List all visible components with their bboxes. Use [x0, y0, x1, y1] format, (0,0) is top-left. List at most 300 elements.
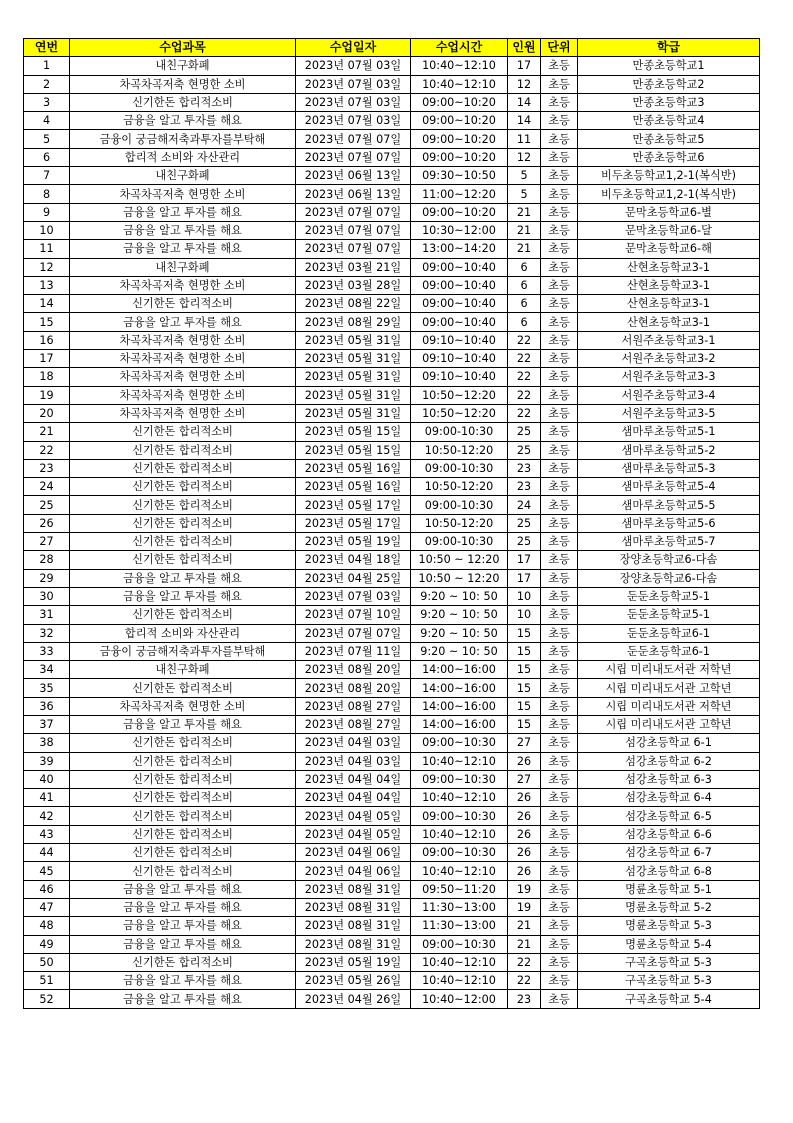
cell-class: 섬강초등학교 6-7 [578, 844, 760, 862]
cell-level: 초등 [541, 423, 578, 441]
cell-subject: 신기한돈 합리적소비 [70, 533, 296, 551]
cell-time: 14:00~16:00 [411, 661, 508, 679]
cell-subject: 금융을 알고 투자를 해요 [70, 972, 296, 990]
table-row [24, 404, 760, 422]
cell-level: 초등 [541, 715, 578, 733]
cell-time: 10:30~12:00 [411, 221, 508, 239]
cell-class: 샘마루초등학교5-3 [578, 459, 760, 477]
cell-count: 26 [508, 789, 541, 807]
cell-subject: 신기한돈 합리적소비 [70, 459, 296, 477]
cell-class: 섬강초등학교 6-3 [578, 770, 760, 788]
cell-time: 10:50~12:20 [411, 404, 508, 422]
cell-count: 10 [508, 606, 541, 624]
cell-time: 10:40~12:10 [411, 953, 508, 971]
cell-date: 2023년 05월 15일 [296, 441, 411, 459]
cell-no: 32 [24, 624, 70, 642]
cell-level: 초등 [541, 752, 578, 770]
cell-date: 2023년 04월 18일 [296, 551, 411, 569]
cell-time: 10:40~12:00 [411, 990, 508, 1008]
cell-class: 산현초등학교3-1 [578, 295, 760, 313]
cell-count: 15 [508, 642, 541, 660]
cell-class: 둔둔초등학교6-1 [578, 624, 760, 642]
cell-count: 25 [508, 533, 541, 551]
cell-date: 2023년 04월 03일 [296, 734, 411, 752]
cell-class: 둔둔초등학교6-1 [578, 642, 760, 660]
cell-no: 51 [24, 972, 70, 990]
cell-time: 09:10~10:40 [411, 350, 508, 368]
cell-subject: 금융이 궁금해저축과투자를부탁해 [70, 642, 296, 660]
cell-level: 초등 [541, 258, 578, 276]
cell-class: 문막초등학교6-달 [578, 221, 760, 239]
cell-count: 6 [508, 276, 541, 294]
cell-count: 27 [508, 734, 541, 752]
cell-count: 25 [508, 441, 541, 459]
cell-level: 초등 [541, 130, 578, 148]
table-row [24, 350, 760, 368]
cell-time: 10:50-12:20 [411, 514, 508, 532]
cell-no: 9 [24, 203, 70, 221]
table-row [24, 441, 760, 459]
cell-no: 25 [24, 496, 70, 514]
header-row [24, 39, 760, 57]
table-row [24, 642, 760, 660]
cell-subject: 신기한돈 합리적소비 [70, 825, 296, 843]
cell-level: 초등 [541, 240, 578, 258]
cell-level: 초등 [541, 807, 578, 825]
cell-subject: 신기한돈 합리적소비 [70, 752, 296, 770]
cell-count: 21 [508, 917, 541, 935]
cell-time: 11:00~12:20 [411, 185, 508, 203]
table-row [24, 295, 760, 313]
cell-time: 09:00~10:20 [411, 148, 508, 166]
cell-time: 14:00~16:00 [411, 679, 508, 697]
cell-class: 서원주초등학교3-1 [578, 331, 760, 349]
cell-level: 초등 [541, 514, 578, 532]
cell-date: 2023년 04월 05일 [296, 807, 411, 825]
cell-class: 시립 미리내도서관 저학년 [578, 661, 760, 679]
cell-no: 42 [24, 807, 70, 825]
cell-no: 39 [24, 752, 70, 770]
table-row [24, 752, 760, 770]
cell-subject: 금융을 알고 투자를 해요 [70, 569, 296, 587]
cell-count: 12 [508, 75, 541, 93]
cell-no: 26 [24, 514, 70, 532]
cell-class: 산현초등학교3-1 [578, 258, 760, 276]
cell-no: 47 [24, 898, 70, 916]
table-row [24, 221, 760, 239]
table-header [24, 39, 760, 57]
cell-level: 초등 [541, 734, 578, 752]
cell-no: 15 [24, 313, 70, 331]
cell-count: 10 [508, 587, 541, 605]
cell-count: 14 [508, 112, 541, 130]
cell-count: 25 [508, 423, 541, 441]
cell-subject: 금융을 알고 투자를 해요 [70, 898, 296, 916]
cell-level: 초등 [541, 368, 578, 386]
cell-no: 4 [24, 112, 70, 130]
cell-date: 2023년 03월 21일 [296, 258, 411, 276]
cell-class: 명륜초등학교 5-2 [578, 898, 760, 916]
cell-class: 샘마루초등학교5-7 [578, 533, 760, 551]
table-row [24, 880, 760, 898]
header-level: 단위 [541, 39, 578, 57]
cell-class: 섬강초등학교 6-1 [578, 734, 760, 752]
cell-date: 2023년 04월 03일 [296, 752, 411, 770]
table-row [24, 697, 760, 715]
cell-subject: 신기한돈 합리적소비 [70, 953, 296, 971]
cell-level: 초등 [541, 459, 578, 477]
cell-no: 5 [24, 130, 70, 148]
cell-no: 46 [24, 880, 70, 898]
table-row [24, 770, 760, 788]
cell-class: 만종초등학교6 [578, 148, 760, 166]
cell-no: 49 [24, 935, 70, 953]
cell-count: 26 [508, 752, 541, 770]
cell-count: 26 [508, 862, 541, 880]
cell-count: 15 [508, 679, 541, 697]
cell-subject: 신기한돈 합리적소비 [70, 441, 296, 459]
cell-level: 초등 [541, 624, 578, 642]
table-row [24, 587, 760, 605]
cell-subject: 차곡차곡저축 현명한 소비 [70, 386, 296, 404]
cell-class: 서원주초등학교3-3 [578, 368, 760, 386]
cell-no: 8 [24, 185, 70, 203]
cell-level: 초등 [541, 185, 578, 203]
cell-subject: 금융을 알고 투자를 해요 [70, 112, 296, 130]
cell-level: 초등 [541, 661, 578, 679]
cell-subject: 신기한돈 합리적소비 [70, 770, 296, 788]
cell-level: 초등 [541, 569, 578, 587]
cell-date: 2023년 08월 20일 [296, 679, 411, 697]
cell-time: 09:00~10:40 [411, 295, 508, 313]
cell-count: 17 [508, 57, 541, 75]
cell-date: 2023년 07월 03일 [296, 75, 411, 93]
cell-subject: 내친구화폐 [70, 661, 296, 679]
cell-level: 초등 [541, 93, 578, 111]
table-row [24, 789, 760, 807]
cell-class: 만종초등학교3 [578, 93, 760, 111]
table-row [24, 953, 760, 971]
cell-no: 18 [24, 368, 70, 386]
cell-date: 2023년 04월 26일 [296, 990, 411, 1008]
table-row [24, 386, 760, 404]
cell-class: 장양초등학교6-다솜 [578, 551, 760, 569]
cell-date: 2023년 05월 31일 [296, 331, 411, 349]
header-time: 수업시간 [411, 39, 508, 57]
cell-subject: 금융을 알고 투자를 해요 [70, 240, 296, 258]
cell-no: 7 [24, 167, 70, 185]
cell-subject: 금융을 알고 투자를 해요 [70, 880, 296, 898]
cell-level: 초등 [541, 953, 578, 971]
cell-level: 초등 [541, 898, 578, 916]
cell-count: 25 [508, 514, 541, 532]
cell-time: 10:50-12:20 [411, 478, 508, 496]
table-row [24, 93, 760, 111]
cell-time: 09:00-10:30 [411, 459, 508, 477]
cell-class: 구곡초등학교 5-4 [578, 990, 760, 1008]
cell-class: 시립 미리내도서관 고학년 [578, 679, 760, 697]
cell-date: 2023년 05월 16일 [296, 478, 411, 496]
cell-class: 만종초등학교5 [578, 130, 760, 148]
cell-date: 2023년 07월 07일 [296, 221, 411, 239]
cell-class: 둔둔초등학교5-1 [578, 606, 760, 624]
cell-date: 2023년 04월 05일 [296, 825, 411, 843]
cell-no: 52 [24, 990, 70, 1008]
cell-time: 9:20 ~ 10: 50 [411, 606, 508, 624]
table-row [24, 679, 760, 697]
cell-level: 초등 [541, 862, 578, 880]
cell-subject: 신기한돈 합리적소비 [70, 606, 296, 624]
cell-class: 명륜초등학교 5-4 [578, 935, 760, 953]
cell-no: 33 [24, 642, 70, 660]
cell-time: 09:00~10:30 [411, 734, 508, 752]
cell-subject: 신기한돈 합리적소비 [70, 496, 296, 514]
cell-level: 초등 [541, 551, 578, 569]
cell-date: 2023년 08월 31일 [296, 935, 411, 953]
cell-class: 구곡초등학교 5-3 [578, 953, 760, 971]
cell-level: 초등 [541, 533, 578, 551]
table-row [24, 862, 760, 880]
cell-date: 2023년 08월 20일 [296, 661, 411, 679]
cell-date: 2023년 03월 28일 [296, 276, 411, 294]
cell-count: 15 [508, 697, 541, 715]
cell-count: 22 [508, 368, 541, 386]
cell-count: 15 [508, 661, 541, 679]
cell-class: 샘마루초등학교5-5 [578, 496, 760, 514]
cell-count: 6 [508, 295, 541, 313]
cell-subject: 합리적 소비와 자산관리 [70, 624, 296, 642]
cell-date: 2023년 07월 03일 [296, 112, 411, 130]
cell-no: 19 [24, 386, 70, 404]
cell-level: 초등 [541, 112, 578, 130]
cell-no: 11 [24, 240, 70, 258]
cell-date: 2023년 08월 31일 [296, 917, 411, 935]
cell-count: 6 [508, 258, 541, 276]
cell-no: 40 [24, 770, 70, 788]
cell-time: 10:40~12:10 [411, 825, 508, 843]
cell-subject: 내친구화폐 [70, 167, 296, 185]
cell-subject: 금융을 알고 투자를 해요 [70, 917, 296, 935]
cell-date: 2023년 05월 15일 [296, 423, 411, 441]
table-row [24, 496, 760, 514]
cell-level: 초등 [541, 404, 578, 422]
cell-no: 21 [24, 423, 70, 441]
cell-subject: 금융을 알고 투자를 해요 [70, 313, 296, 331]
cell-time: 09:00~10:40 [411, 313, 508, 331]
cell-level: 초등 [541, 789, 578, 807]
cell-subject: 차곡차곡저축 현명한 소비 [70, 185, 296, 203]
cell-date: 2023년 08월 27일 [296, 715, 411, 733]
cell-level: 초등 [541, 587, 578, 605]
cell-no: 38 [24, 734, 70, 752]
cell-class: 샘마루초등학교5-4 [578, 478, 760, 496]
cell-count: 17 [508, 569, 541, 587]
cell-level: 초등 [541, 825, 578, 843]
cell-count: 22 [508, 386, 541, 404]
cell-level: 초등 [541, 880, 578, 898]
cell-class: 샘마루초등학교5-6 [578, 514, 760, 532]
cell-subject: 신기한돈 합리적소비 [70, 93, 296, 111]
table-row [24, 112, 760, 130]
cell-time: 9:20 ~ 10: 50 [411, 624, 508, 642]
cell-no: 20 [24, 404, 70, 422]
cell-time: 09:00~10:30 [411, 770, 508, 788]
cell-class: 섬강초등학교 6-8 [578, 862, 760, 880]
cell-class: 만종초등학교1 [578, 57, 760, 75]
cell-date: 2023년 07월 07일 [296, 130, 411, 148]
cell-no: 28 [24, 551, 70, 569]
cell-time: 09:00-10:30 [411, 423, 508, 441]
cell-count: 19 [508, 898, 541, 916]
cell-count: 12 [508, 148, 541, 166]
cell-level: 초등 [541, 496, 578, 514]
cell-no: 23 [24, 459, 70, 477]
cell-class: 만종초등학교4 [578, 112, 760, 130]
cell-date: 2023년 04월 06일 [296, 862, 411, 880]
cell-count: 22 [508, 350, 541, 368]
cell-no: 2 [24, 75, 70, 93]
table-row [24, 917, 760, 935]
cell-date: 2023년 06월 13일 [296, 167, 411, 185]
cell-count: 14 [508, 93, 541, 111]
cell-date: 2023년 08월 31일 [296, 898, 411, 916]
cell-class: 산현초등학교3-1 [578, 276, 760, 294]
cell-class: 문막초등학교6-별 [578, 203, 760, 221]
cell-date: 2023년 06월 13일 [296, 185, 411, 203]
table-row [24, 715, 760, 733]
cell-level: 초등 [541, 313, 578, 331]
cell-subject: 금융을 알고 투자를 해요 [70, 935, 296, 953]
cell-time: 09:00~10:30 [411, 935, 508, 953]
cell-subject: 차곡차곡저축 현명한 소비 [70, 350, 296, 368]
cell-level: 초등 [541, 221, 578, 239]
cell-subject: 신기한돈 합리적소비 [70, 295, 296, 313]
cell-time: 10:50 ~ 12:20 [411, 551, 508, 569]
cell-subject: 금융을 알고 투자를 해요 [70, 587, 296, 605]
cell-level: 초등 [541, 148, 578, 166]
cell-no: 37 [24, 715, 70, 733]
cell-no: 6 [24, 148, 70, 166]
table-row [24, 423, 760, 441]
cell-level: 초등 [541, 441, 578, 459]
cell-no: 27 [24, 533, 70, 551]
table-body [24, 57, 760, 1008]
cell-class: 명륜초등학교 5-1 [578, 880, 760, 898]
cell-subject: 금융이 궁금해저축과투자를부탁해 [70, 130, 296, 148]
table-row [24, 75, 760, 93]
cell-time: 09:00~10:20 [411, 203, 508, 221]
cell-no: 43 [24, 825, 70, 843]
table-row [24, 898, 760, 916]
cell-subject: 차곡차곡저축 현명한 소비 [70, 368, 296, 386]
table-row [24, 624, 760, 642]
cell-count: 26 [508, 807, 541, 825]
cell-level: 초등 [541, 935, 578, 953]
cell-subject: 차곡차곡저축 현명한 소비 [70, 697, 296, 715]
cell-time: 10:40~12:10 [411, 972, 508, 990]
cell-time: 09:30~10:50 [411, 167, 508, 185]
header-subject: 수업과목 [70, 39, 296, 57]
cell-subject: 차곡차곡저축 현명한 소비 [70, 404, 296, 422]
cell-time: 10:40~12:10 [411, 75, 508, 93]
cell-time: 14:00~16:00 [411, 697, 508, 715]
cell-date: 2023년 07월 03일 [296, 587, 411, 605]
cell-time: 09:00~10:20 [411, 112, 508, 130]
table-row [24, 148, 760, 166]
cell-level: 초등 [541, 642, 578, 660]
cell-time: 9:20 ~ 10: 50 [411, 587, 508, 605]
cell-count: 21 [508, 221, 541, 239]
cell-no: 31 [24, 606, 70, 624]
cell-time: 10:50~12:20 [411, 386, 508, 404]
cell-subject: 신기한돈 합리적소비 [70, 679, 296, 697]
cell-date: 2023년 05월 17일 [296, 514, 411, 532]
cell-count: 15 [508, 715, 541, 733]
cell-no: 3 [24, 93, 70, 111]
cell-subject: 신기한돈 합리적소비 [70, 844, 296, 862]
cell-subject: 신기한돈 합리적소비 [70, 862, 296, 880]
cell-no: 44 [24, 844, 70, 862]
cell-no: 35 [24, 679, 70, 697]
cell-time: 09:10~10:40 [411, 368, 508, 386]
table-row [24, 167, 760, 185]
cell-class: 둔둔초등학교5-1 [578, 587, 760, 605]
cell-level: 초등 [541, 167, 578, 185]
cell-level: 초등 [541, 295, 578, 313]
table-row [24, 185, 760, 203]
cell-subject: 내친구화폐 [70, 57, 296, 75]
cell-time: 14:00~16:00 [411, 715, 508, 733]
cell-class: 문막초등학교6-해 [578, 240, 760, 258]
table-row [24, 478, 760, 496]
cell-time: 09:00~10:20 [411, 130, 508, 148]
cell-no: 48 [24, 917, 70, 935]
cell-count: 21 [508, 935, 541, 953]
cell-class: 서원주초등학교3-4 [578, 386, 760, 404]
cell-no: 14 [24, 295, 70, 313]
cell-count: 27 [508, 770, 541, 788]
table-row [24, 240, 760, 258]
cell-count: 11 [508, 130, 541, 148]
cell-count: 15 [508, 624, 541, 642]
cell-class: 섬강초등학교 6-5 [578, 807, 760, 825]
table-row [24, 734, 760, 752]
cell-level: 초등 [541, 331, 578, 349]
cell-date: 2023년 04월 04일 [296, 770, 411, 788]
class-schedule-table [23, 38, 760, 1009]
cell-date: 2023년 04월 06일 [296, 844, 411, 862]
cell-count: 22 [508, 331, 541, 349]
cell-level: 초등 [541, 75, 578, 93]
cell-count: 23 [508, 459, 541, 477]
cell-count: 21 [508, 203, 541, 221]
cell-class: 비두초등학교1,2-1(복식반) [578, 185, 760, 203]
cell-no: 16 [24, 331, 70, 349]
table-row [24, 313, 760, 331]
table-row [24, 258, 760, 276]
cell-count: 26 [508, 844, 541, 862]
cell-no: 29 [24, 569, 70, 587]
table-row [24, 825, 760, 843]
cell-time: 10:40~12:10 [411, 752, 508, 770]
cell-count: 19 [508, 880, 541, 898]
table-row [24, 276, 760, 294]
cell-class: 시립 미리내도서관 저학년 [578, 697, 760, 715]
cell-count: 23 [508, 990, 541, 1008]
cell-count: 6 [508, 313, 541, 331]
cell-class: 만종초등학교2 [578, 75, 760, 93]
cell-count: 17 [508, 551, 541, 569]
